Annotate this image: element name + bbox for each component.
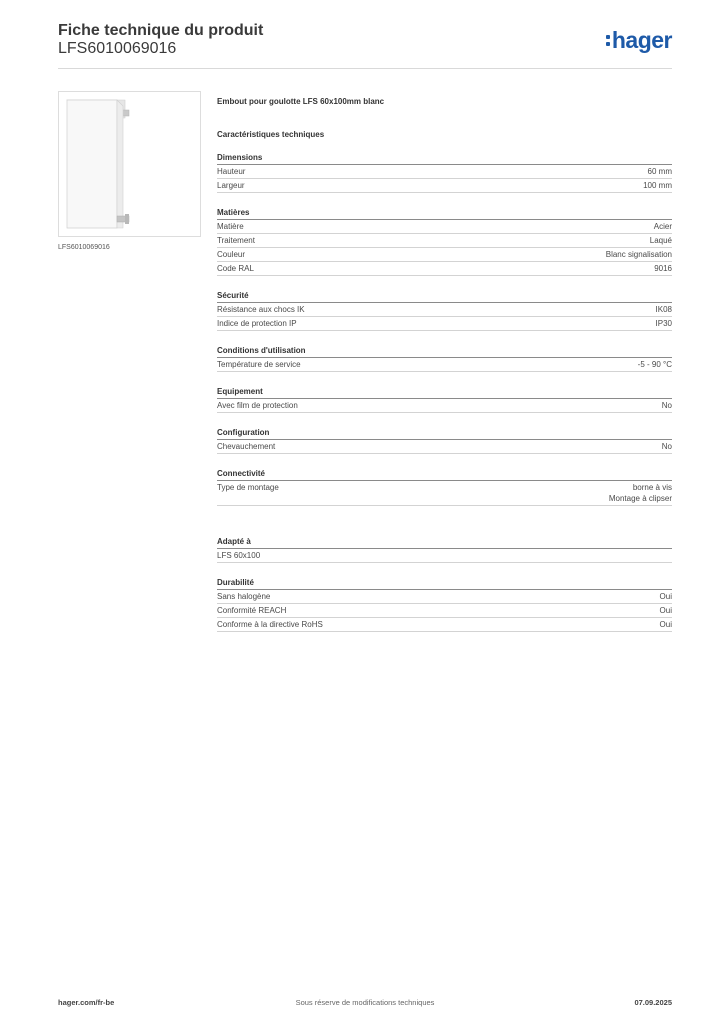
- spec-row: [217, 590, 672, 604]
- page-footer: [58, 998, 672, 1010]
- section-title: Configuration: [217, 427, 672, 440]
- section-connectivity: [217, 468, 672, 506]
- section-sustainability: [217, 577, 672, 632]
- spec-content: [217, 96, 672, 646]
- product-image: [58, 91, 201, 237]
- spec-value: 100 mm: [643, 181, 672, 190]
- spec-value: Acier: [653, 222, 672, 231]
- header-divider: [58, 68, 672, 69]
- section-title: Connectivité: [217, 468, 672, 481]
- image-caption: LFS6010069016: [58, 244, 110, 251]
- spec-value: Laqué: [649, 236, 672, 245]
- spec-value: IP30: [655, 319, 672, 328]
- spec-value: IK08: [655, 305, 672, 314]
- spec-value-line: Montage à clipser: [608, 494, 672, 503]
- spec-row: [217, 317, 672, 331]
- spec-label: Traitement: [217, 236, 255, 245]
- spec-label: Chevauchement: [217, 442, 276, 451]
- hager-logo: [606, 28, 672, 52]
- section-title: Equipement: [217, 386, 672, 399]
- document-title: Fiche technique du produit: [58, 22, 264, 39]
- section-title: Adapté à: [217, 536, 672, 549]
- section-equipment: [217, 386, 672, 413]
- spec-value: -5 - 90 °C: [637, 360, 672, 369]
- spec-label: Indice de protection IP: [217, 319, 297, 328]
- spec-row: [217, 399, 672, 413]
- section-title: Sécurité: [217, 290, 672, 303]
- spec-label: Résistance aux chocs IK: [217, 305, 305, 314]
- section-title: Dimensions: [217, 152, 672, 165]
- spec-label: Couleur: [217, 250, 246, 259]
- spec-label: Avec film de protection: [217, 401, 298, 410]
- section-configuration: [217, 427, 672, 454]
- logo-dots-icon: [606, 33, 610, 47]
- footer-website-link[interactable]: hager.com/fr-be: [58, 998, 115, 1007]
- spec-row: [217, 179, 672, 193]
- spec-label: Hauteur: [217, 167, 246, 176]
- product-name: Embout pour goulotte LFS 60x100mm blanc: [217, 97, 385, 106]
- section-dimensions: [217, 152, 672, 193]
- spec-row: [217, 234, 672, 248]
- spec-value: No: [661, 401, 672, 410]
- spec-label: Matière: [217, 222, 244, 231]
- spec-label: Température de service: [217, 360, 301, 369]
- spec-row: [217, 358, 672, 372]
- logo-text: hager: [611, 27, 672, 53]
- characteristics-heading: Caractéristiques techniques: [217, 130, 325, 139]
- spec-value: No: [661, 442, 672, 451]
- spec-value: Oui: [659, 620, 672, 629]
- spec-value: [609, 482, 672, 504]
- spec-row: [217, 248, 672, 262]
- cable-trunking-end-cap-image: [59, 92, 200, 236]
- spec-row: [217, 618, 672, 632]
- spec-row: [217, 549, 672, 563]
- spec-label: Conforme à la directive RoHS: [217, 620, 323, 629]
- spec-row: [217, 165, 672, 179]
- section-compatible-with: [217, 536, 672, 563]
- spec-row: [217, 220, 672, 234]
- spec-row: [217, 303, 672, 317]
- section-title: Durabilité: [217, 577, 672, 590]
- spec-label: Type de montage: [217, 483, 279, 492]
- section-title: Matières: [217, 207, 672, 220]
- footer-disclaimer: Sous réserve de modifications techniques: [295, 998, 435, 1007]
- spec-label: Conformité REACH: [217, 606, 287, 615]
- section-operating-conditions: [217, 345, 672, 372]
- spec-label: Largeur: [217, 181, 245, 190]
- spec-value: Oui: [659, 606, 672, 615]
- page-header: [58, 20, 672, 68]
- spec-row: [217, 481, 672, 506]
- section-materials: [217, 207, 672, 276]
- spec-value: 9016: [654, 264, 672, 273]
- spec-value-line: borne à vis: [632, 483, 672, 492]
- spec-value: Oui: [659, 592, 672, 601]
- spec-row: [217, 262, 672, 276]
- spec-row: [217, 604, 672, 618]
- section-safety: [217, 290, 672, 331]
- footer-date: 07.09.2025: [634, 998, 672, 1007]
- spec-row: [217, 440, 672, 454]
- product-reference: LFS6010069016: [58, 40, 177, 57]
- section-title: Conditions d'utilisation: [217, 345, 672, 358]
- spec-value: Blanc signalisation: [605, 250, 672, 259]
- spec-label: Sans halogène: [217, 592, 271, 601]
- spec-label: LFS 60x100: [217, 551, 261, 560]
- spec-value: 60 mm: [647, 167, 672, 176]
- spec-label: Code RAL: [217, 264, 254, 273]
